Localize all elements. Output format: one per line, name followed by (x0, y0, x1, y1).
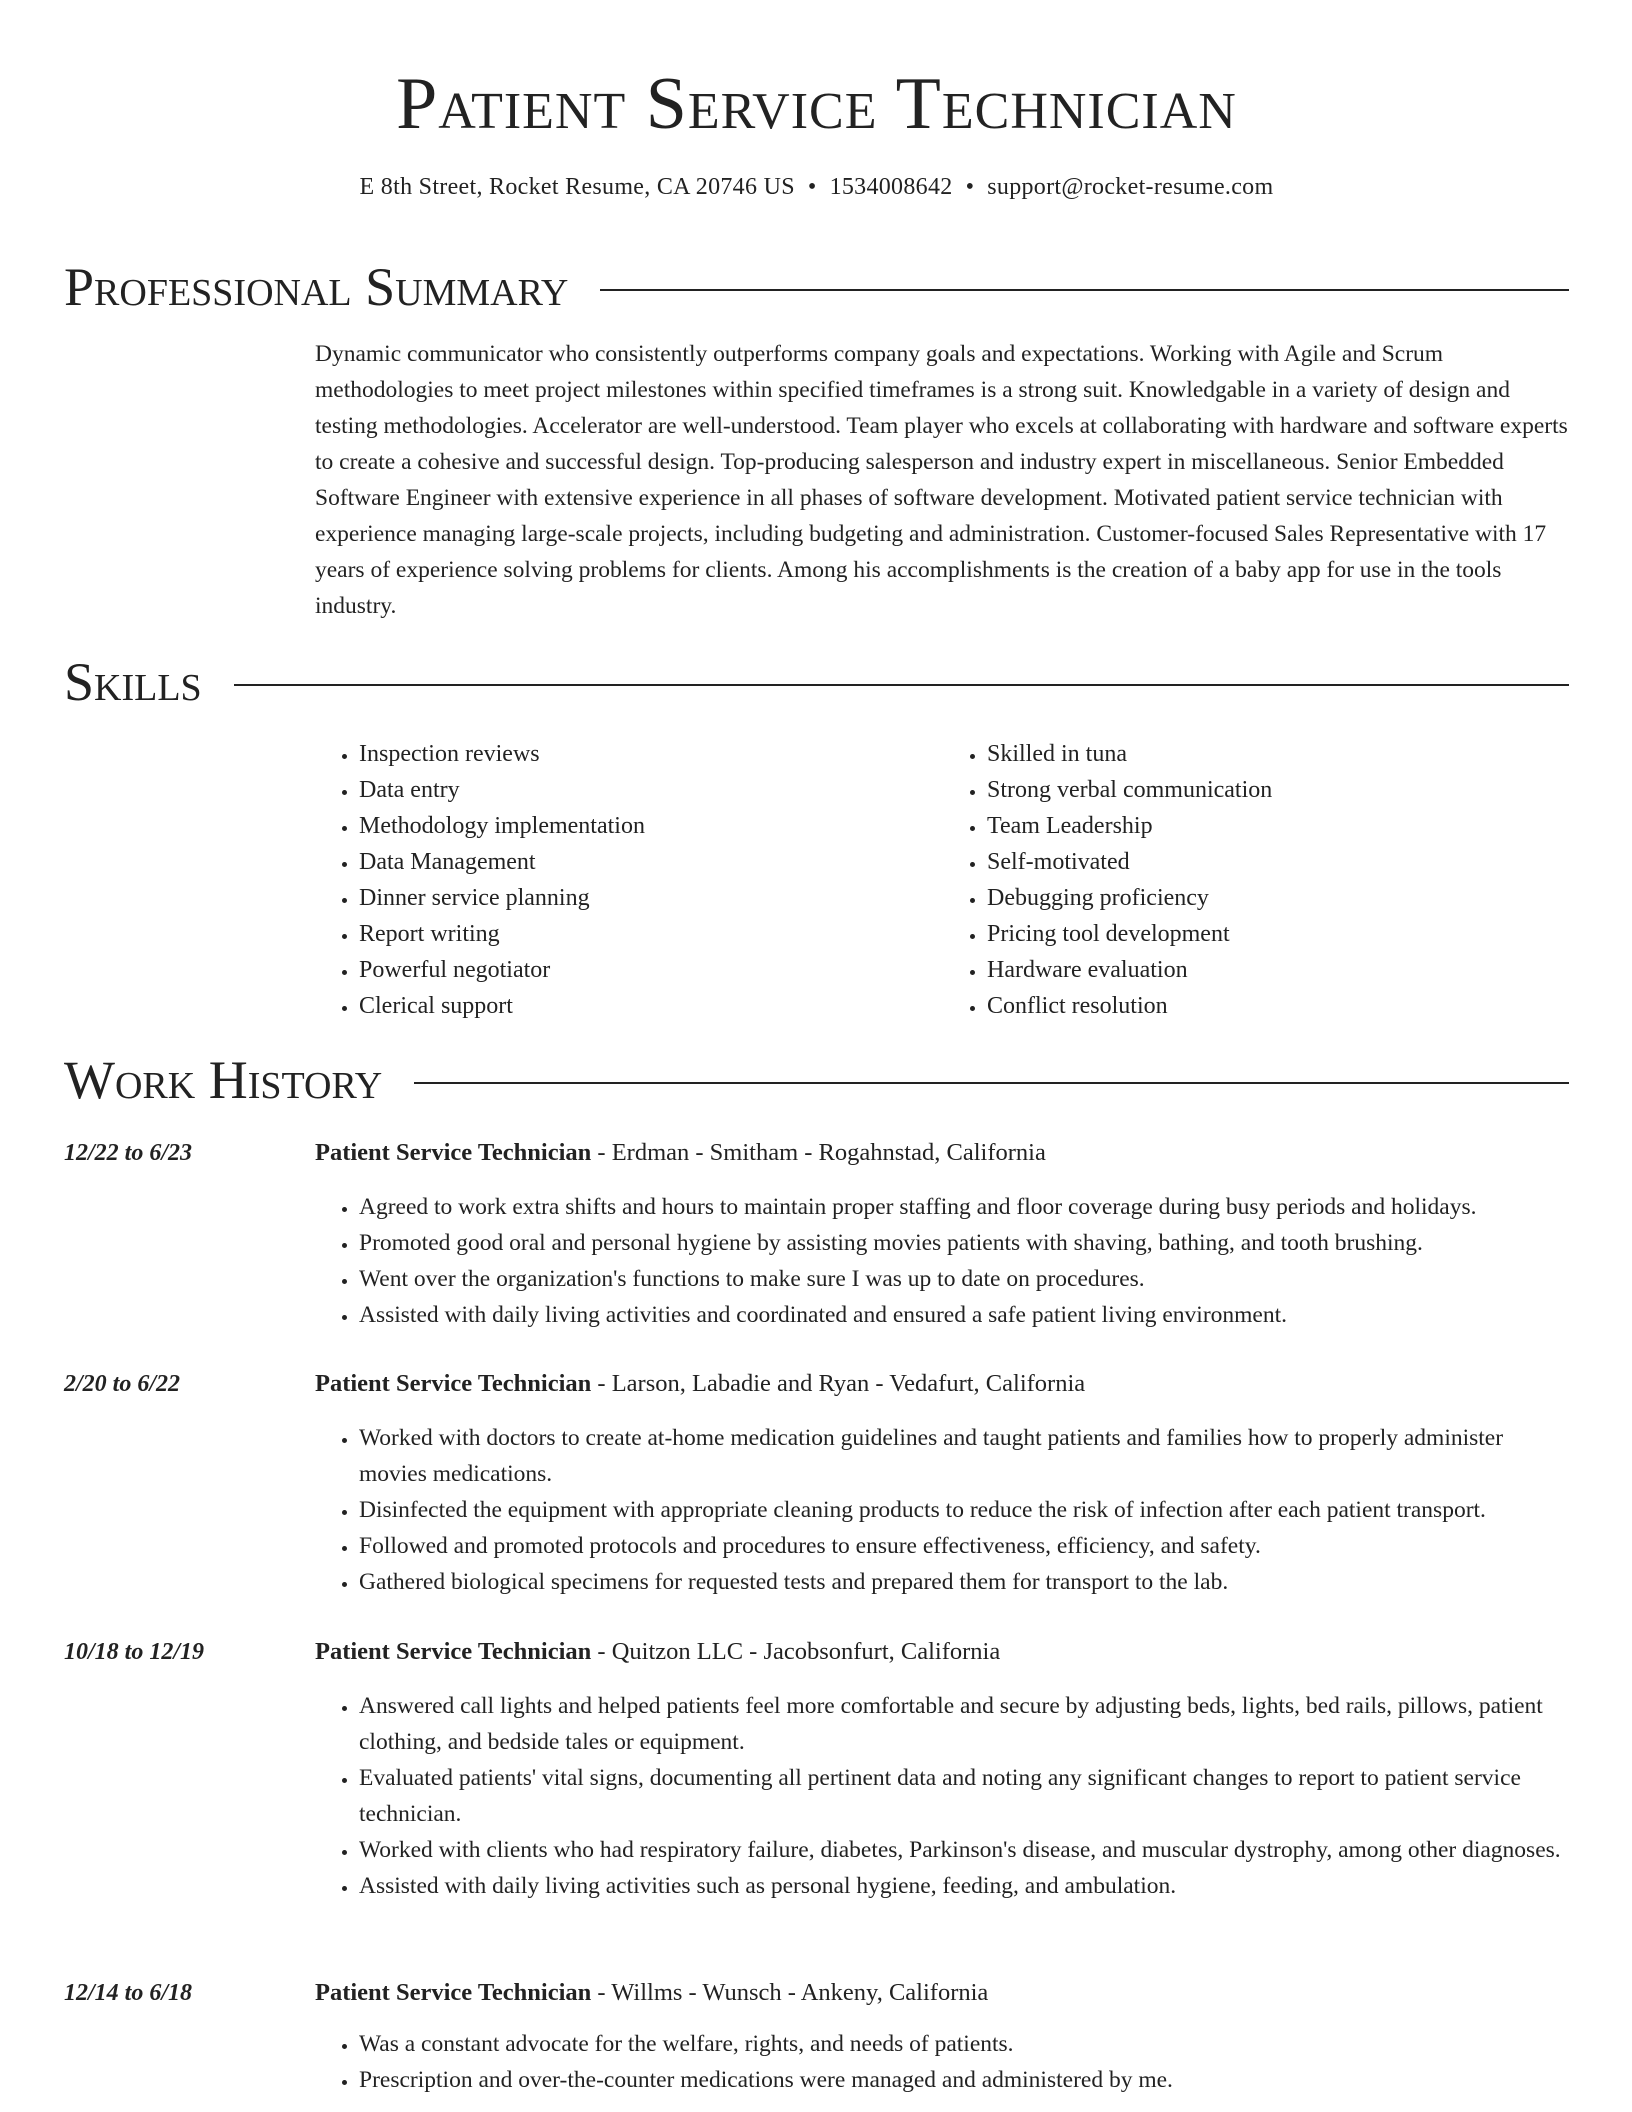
summary-section-header (64, 257, 1569, 317)
job-duty: • Prescription and over-the-counter medications were managed and administered by me. (359, 2062, 1632, 2098)
job-title: Patient Service Technician (315, 1979, 592, 2006)
skill-item: • Dinner service planning (359, 880, 943, 916)
job-header (315, 1366, 1085, 1402)
skill-item: • Data Management (359, 844, 943, 880)
job-duty: • Gathered biological specimens for requested tests and prepared them for transport to the lab. (359, 1564, 1559, 1600)
job-header (315, 1634, 1000, 1670)
skill-item: • Skilled in tuna (987, 736, 1571, 772)
job-dates: 12/14 to 6/18 (64, 1980, 193, 2006)
section-divider (234, 684, 1569, 686)
job-duty: • Agreed to work extra shifts and hours to maintain proper staffing and floor coverage during busy periods and holidays. (359, 1189, 1632, 1225)
job-dates: 12/22 to 6/23 (64, 1140, 193, 1166)
section-divider (600, 289, 1569, 291)
skill-item: • Inspection reviews (359, 736, 943, 772)
skill-item: • Team Leadership (987, 808, 1571, 844)
skill-item: • Debugging proficiency (987, 880, 1571, 916)
contact-phone: 1534008642 (829, 174, 953, 200)
job-duty: • Answered call lights and helped patients feel more comfortable and secure by adjusting beds, lights, bed rails, pillows, patient clothing, and bedside tales or equipment. (359, 1688, 1569, 1760)
work-section-title: Work History (64, 1050, 383, 1110)
job-duties (315, 1688, 1569, 1904)
contact-email[interactable]: support@rocket-resume.com (987, 174, 1274, 200)
job-duty: • Went over the organization's functions to make sure I was up to date on procedures. (359, 1261, 1632, 1297)
contact-line (64, 172, 1569, 202)
job-title: Patient Service Technician (315, 1370, 592, 1397)
work-section-header (64, 1050, 1569, 1110)
job-header (315, 1975, 988, 2011)
job-duties (315, 1420, 1559, 1600)
skill-item: • Self-motivated (987, 844, 1571, 880)
skills-column-left (315, 736, 943, 1024)
job-duty: • Worked with clients who had respiratory failure, diabetes, Parkinson's disease, and muscular dystrophy, among other diagnoses. (359, 1832, 1569, 1868)
section-divider (414, 1082, 1569, 1084)
resume-page (64, 0, 1569, 2093)
skills-list (315, 736, 1571, 1024)
job-duty: • Evaluated patients' vital signs, documenting all pertinent data and noting any significant changes to report to patient service technician. (359, 1760, 1569, 1832)
skill-item: • Hardware evaluation (987, 952, 1571, 988)
job-company: - Larson, Labadie and Ryan - Vedafurt, California (591, 1370, 1086, 1397)
job-dates: 2/20 to 6/22 (64, 1371, 181, 1397)
job-duty: • Was a constant advocate for the welfare, rights, and needs of patients. (359, 2026, 1632, 2062)
job-duty: • Followed and promoted protocols and procedures to ensure effectiveness, efficiency, and safety. (359, 1528, 1559, 1564)
job-company: - Erdman - Smitham - Rogahnstad, California (591, 1139, 1046, 1166)
job-title: Patient Service Technician (315, 1638, 592, 1665)
skill-item: • Report writing (359, 916, 943, 952)
candidate-name: Patient Service Technician (396, 63, 1237, 145)
skill-item: • Pricing tool development (987, 916, 1571, 952)
job-duty: • Disinfected the equipment with appropriate cleaning products to reduce the risk of infection after each patient transport. (359, 1492, 1559, 1528)
job-dates: 10/18 to 12/19 (64, 1639, 205, 1665)
job-duties (315, 2026, 1632, 2098)
job-duties (315, 1189, 1632, 1333)
job-company: - Willms - Wunsch - Ankeny, California (591, 1979, 989, 2006)
skill-item: • Conflict resolution (987, 988, 1571, 1024)
job-duty: • Worked with doctors to create at-home medication guidelines and taught patients and families how to properly administer movies medications. (359, 1420, 1559, 1492)
job-header (315, 1135, 1046, 1171)
skills-column-right (943, 736, 1571, 1024)
job-duty: • Promoted good oral and personal hygiene by assisting movies patients with shaving, bathing, and tooth brushing. (359, 1225, 1632, 1261)
job-title: Patient Service Technician (315, 1139, 592, 1166)
job-duty: • Assisted with daily living activities and coordinated and ensured a safe patient living environment. (359, 1297, 1632, 1333)
contact-separator: • (965, 174, 975, 200)
skill-item: • Clerical support (359, 988, 943, 1024)
skill-item: • Data entry (359, 772, 943, 808)
summary-text: Dynamic communicator who consistently outperforms company goals and expectations. Working with Agile and Scrum methodologies to meet project milestones within specified timeframes is a strong suit. Knowledgable in a variety of design and testing methodologies. Accelerator are well-understood. Team player who excels at collaborating with hardware and software experts to create a cohesive and successful design. Top-producing salesperson and industry expert in miscellaneous. Senior Embedded Software Engineer with extensive experience in all phases of software development. Motivated patient service technician with experience managing large-scale projects, including budgeting and administration. Customer-focused Sales Representative with 17 years of experience solving problems for clients. Among his accomplishments is the creation of a baby app for use in the tools industry. (315, 341, 1568, 619)
summary-section-title: Professional Summary (64, 257, 569, 317)
skill-item: • Methodology implementation (359, 808, 943, 844)
skill-item: • Powerful negotiator (359, 952, 943, 988)
job-company: - Quitzon LLC - Jacobsonfurt, California (591, 1638, 1001, 1665)
skill-item: • Strong verbal communication (987, 772, 1571, 808)
contact-address: E 8th Street, Rocket Resume, CA 20746 US (359, 174, 795, 200)
contact-separator: • (807, 174, 817, 200)
skills-section-header (64, 652, 1569, 712)
skills-section-title: Skills (64, 652, 202, 712)
job-duty: • Assisted with daily living activities such as personal hygiene, feeding, and ambulation. (359, 1868, 1569, 1904)
